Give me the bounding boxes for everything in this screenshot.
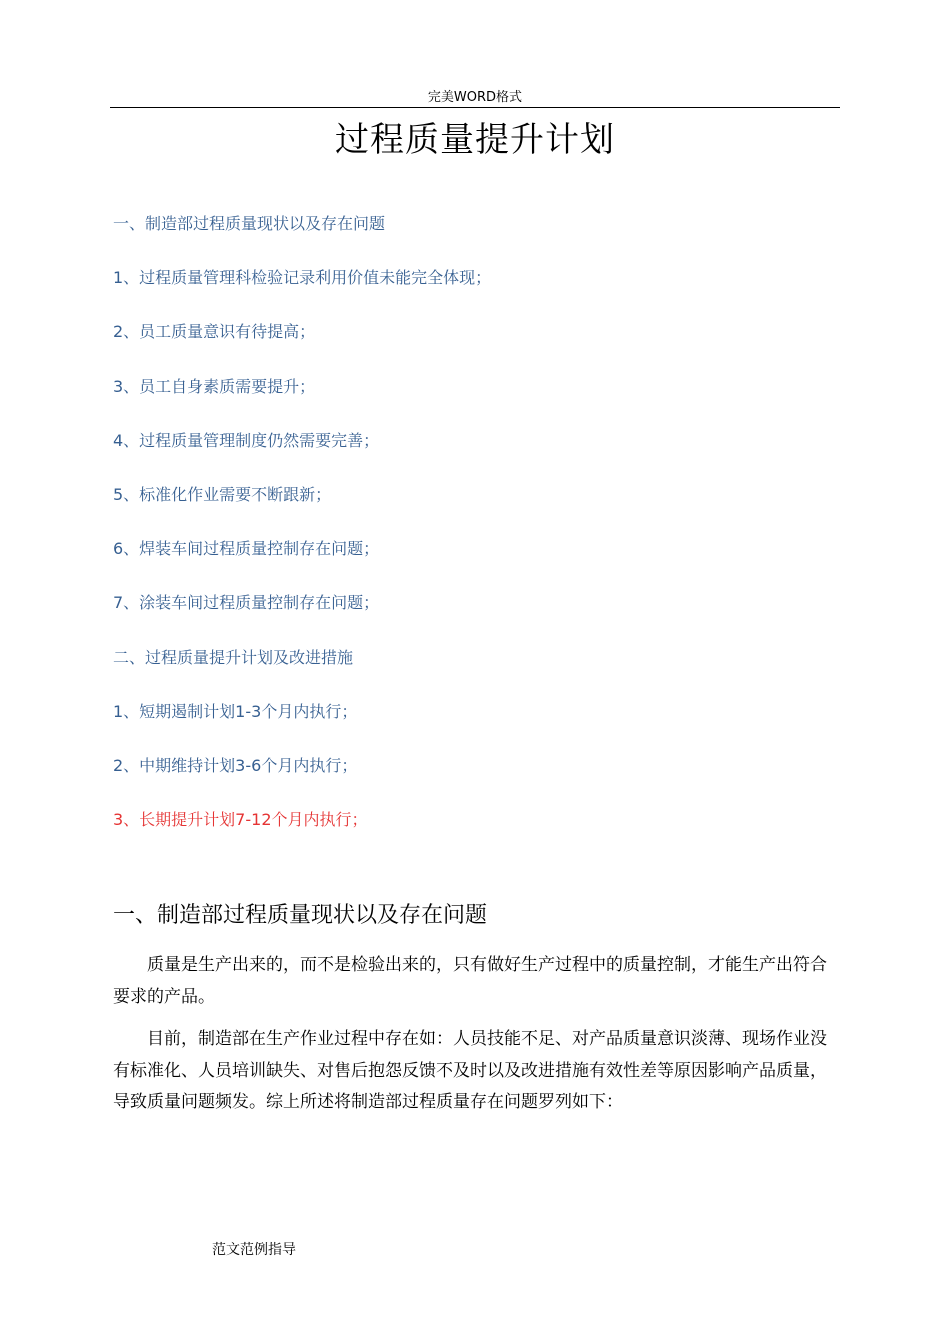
toc-item: 6、焊装车间过程质量控制存在问题； [113, 539, 380, 559]
toc-item-highlighted: 3、长期提升计划7-12个月内执行； [113, 810, 368, 830]
toc-item: 3、员工自身素质需要提升； [113, 376, 316, 396]
toc-heading-2: 二、过程质量提升计划及改进措施 [113, 647, 354, 667]
toc-item: 1、过程质量管理科检验记录利用价值未能完全体现； [113, 268, 492, 288]
toc-item: 2、中期维持计划3-6个月内执行； [113, 755, 358, 775]
toc-item: 5、标准化作业需要不断跟新； [113, 484, 332, 504]
body-paragraph: 质量是生产出来的，而不是检验出来的，只有做好生产过程中的质量控制，才能生产出符合要求的产品。 [113, 955, 827, 1007]
header-divider [110, 107, 840, 108]
document-title: 过程质量提升计划 [335, 120, 615, 160]
toc-item: 2、员工质量意识有待提高； [113, 322, 316, 342]
body-paragraph: 目前，制造部在生产作业过程中存在如：人员技能不足、对产品质量意识淡薄、现场作业没有标准化、人员培训缺失、对售后抱怨反馈不及时以及改进措施有效性差等原因影响产品质量，导致质量问题频发。综上所述将制造部过程质量存在问题罗列如下： [113, 1029, 827, 1112]
page-footer: 范文范例指导 [212, 1242, 296, 1258]
toc-item: 4、过程质量管理制度仍然需要完善； [113, 430, 380, 450]
toc-item: 7、涂装车间过程质量控制存在问题； [113, 593, 380, 613]
toc-heading-1: 一、制造部过程质量现状以及存在问题 [113, 214, 386, 233]
page-header: 完美WORD格式 [427, 90, 523, 105]
toc-item: 1、短期遏制计划1-3个月内执行； [113, 701, 358, 721]
section-heading: 一、制造部过程质量现状以及存在问题 [113, 903, 488, 928]
table-of-contents [113, 212, 843, 862]
